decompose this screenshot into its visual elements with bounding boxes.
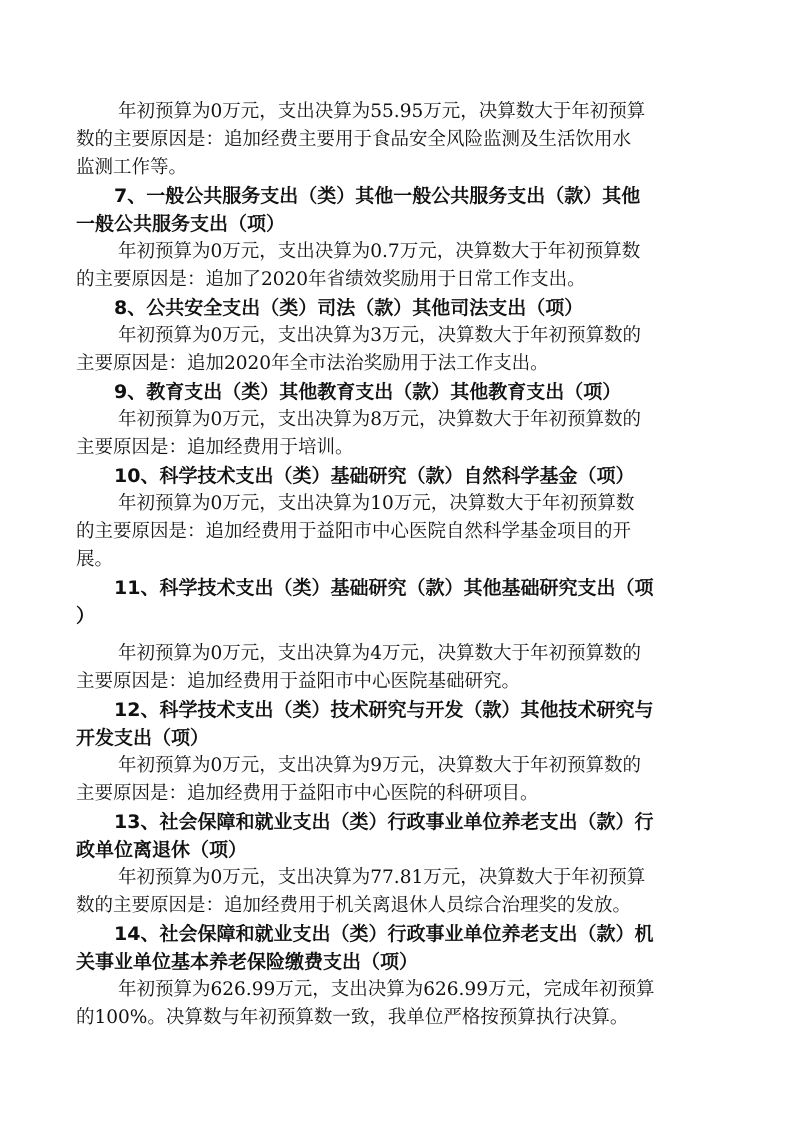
heading-line: 13、社会保障和就业支出（类）行政事业单位养老支出（款）行 [114,811,654,833]
section-body [76,490,716,574]
section-7 [76,182,716,294]
section-13 [76,808,716,920]
section-heading [76,574,716,630]
section-body [76,640,716,696]
heading-line: 一般公共服务支出（项） [76,213,286,235]
heading-line: 10、科学技术支出（类）基础研究（款）自然科学基金（项） [114,465,635,487]
body-line: 数的主要原因是：追加经费用于机关离退休人员综合治理奖的发放。 [76,895,632,916]
section-body [76,752,716,808]
section-body [76,976,716,1032]
section-heading [76,808,716,864]
intro-line: 年初预算为0万元，支出决算为55.95万元，决算数大于年初预算 [118,101,646,122]
section-9 [76,378,716,462]
body-line: 主要原因是：追加经费用于益阳市中心医院基础研究。 [76,671,521,692]
body-line: 的100%。决算数与年初预算数一致，我单位严格按预算执行决算。 [76,1007,629,1028]
heading-line: 关事业单位基本养老保险缴费支出（项） [76,951,419,973]
section-10 [76,462,716,574]
section-14 [76,920,716,1032]
section-heading [76,462,716,490]
body-line: 年初预算为0万元，支出决算为9万元，决算数大于年初预算数的 [118,755,642,776]
intro-line: 数的主要原因是：追加经费主要用于食品安全风险监测及生活饮用水 [76,129,632,150]
section-heading [76,182,716,238]
body-line: 年初预算为0万元，支出决算为4万元，决算数大于年初预算数的 [118,643,642,664]
heading-line: 政单位离退休（项） [76,839,248,861]
heading-line: 9、教育支出（类）其他教育支出（款）其他教育支出（项） [114,381,622,403]
heading-line: 11、科学技术支出（类）基础研究（款）其他基础研究支出（项 [114,577,654,599]
body-line: 主要原因是：追加经费用于益阳市中心医院的科研项目。 [76,783,539,804]
section-body [76,406,716,462]
body-line: 主要原因是：追加2020年全市法治奖励用于法工作支出。 [76,353,549,374]
body-line: 展。 [76,549,114,570]
section-heading [76,294,716,322]
heading-line: 7、一般公共服务支出（类）其他一般公共服务支出（款）其他 [114,185,641,207]
body-line: 年初预算为0万元，支出决算为0.7万元，决算数大于年初预算数 [118,241,641,262]
section-heading [76,920,716,976]
intro-line: 监测工作等。 [76,157,188,178]
section-8 [76,294,716,378]
body-line: 年初预算为0万元，支出决算为8万元，决算数大于年初预算数的 [118,409,642,430]
heading-line: 14、社会保障和就业支出（类）行政事业单位养老支出（款）机 [114,923,654,945]
section-body [76,864,716,920]
body-line: 的主要原因是：追加了2020年省绩效奖励用于日常工作支出。 [76,269,586,290]
section-body [76,238,716,294]
spacer [76,630,716,640]
heading-line: ） [76,605,96,627]
intro-paragraph [76,98,716,182]
body-line: 年初预算为0万元，支出决算为10万元，决算数大于年初预算数 [118,493,635,514]
section-body [76,322,716,378]
section-heading [76,696,716,752]
heading-line: 12、科学技术支出（类）技术研究与开发（款）其他技术研究与 [114,699,654,721]
heading-line: 8、公共安全支出（类）司法（款）其他司法支出（项） [114,297,584,319]
body-line: 年初预算为0万元，支出决算为3万元，决算数大于年初预算数的 [118,325,642,346]
document-page [76,98,716,1032]
body-line: 年初预算为0万元，支出决算为77.81万元，决算数大于年初预算 [118,867,646,888]
section-12 [76,696,716,808]
section-11 [76,574,716,696]
section-heading [76,378,716,406]
body-line: 年初预算为626.99万元，支出决算为626.99万元，完成年初预算 [118,979,655,1000]
body-line: 的主要原因是：追加经费用于益阳市中心医院自然科学基金项目的开 [76,521,632,542]
heading-line: 开发支出（项） [76,727,210,749]
body-line: 主要原因是：追加经费用于培训。 [76,437,354,458]
